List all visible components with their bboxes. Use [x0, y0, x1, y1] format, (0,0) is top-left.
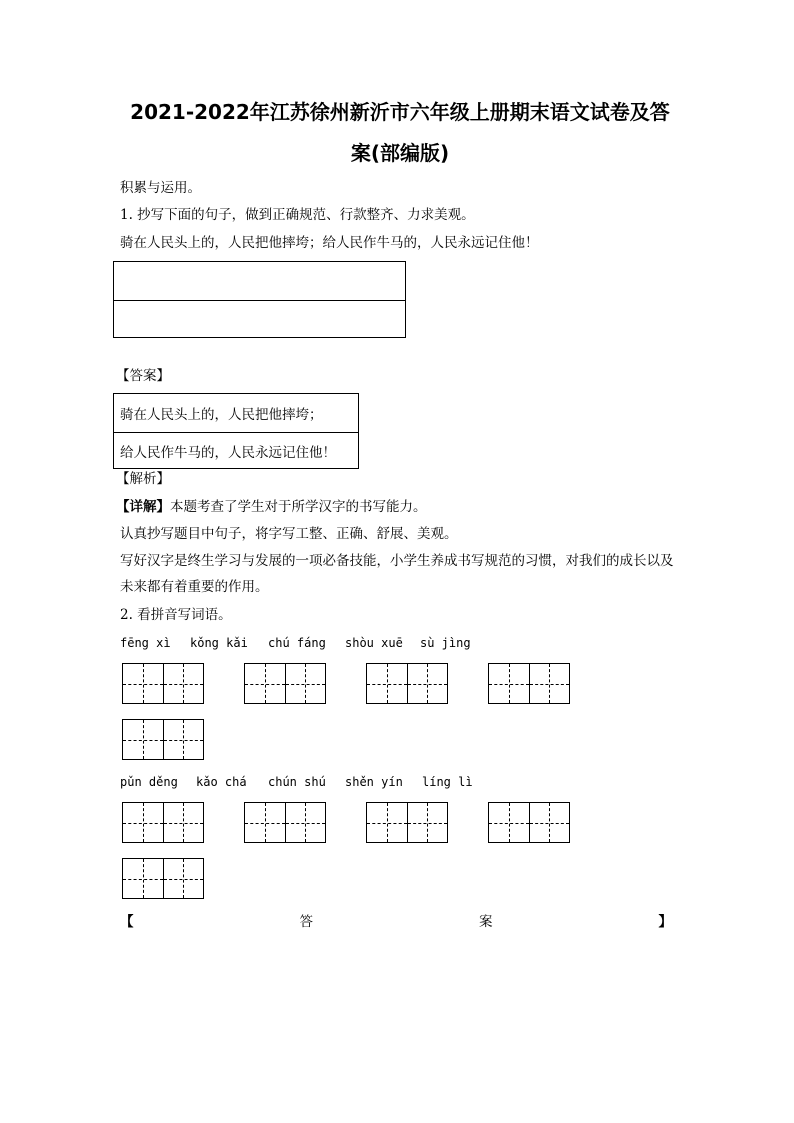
- copy-line-2[interactable]: [114, 300, 405, 338]
- analysis-line-2: 认真抄写题目中句子，将字写工整、正确、舒展、美观。: [120, 526, 458, 542]
- detail-label: 【详解】: [116, 499, 170, 515]
- answer-char-1: 答: [299, 914, 313, 930]
- tianzige-grid[interactable]: [366, 663, 448, 704]
- answer-line-2: 给人民作牛马的，人民永远记住他！: [114, 432, 358, 469]
- tianzige-grid[interactable]: [488, 802, 570, 843]
- question-2-prompt: 2. 看拼音写词语。: [120, 607, 232, 623]
- answer-box: [113, 393, 359, 469]
- pinyin-2-3: chún shú: [268, 775, 326, 789]
- answer-char-2: 案: [479, 914, 493, 930]
- tianzige-grid[interactable]: [122, 663, 204, 704]
- tianzige-grid[interactable]: [122, 719, 204, 760]
- pinyin-2-2: kǎo chá: [196, 775, 247, 789]
- pinyin-2-1: pǔn děng: [120, 775, 178, 789]
- tianzige-grid[interactable]: [244, 802, 326, 843]
- page-title: 2021-2022年江苏徐州新沂市六年级上册期末语文试卷及答: [130, 100, 670, 124]
- tianzige-grid[interactable]: [244, 663, 326, 704]
- copy-writing-box[interactable]: [113, 261, 406, 338]
- analysis-label: 【解析】: [116, 471, 170, 487]
- tianzige-grid[interactable]: [488, 663, 570, 704]
- pinyin-2-5: líng lì: [422, 775, 473, 789]
- question-1-prompt: 1. 抄写下面的句子，做到正确规范、行款整齐、力求美观。: [120, 207, 475, 223]
- detail-line: [116, 497, 427, 517]
- pinyin-1-2: kǒng kǎi: [190, 636, 248, 650]
- pinyin-1-5: sù jìng: [420, 636, 471, 650]
- section-heading: 积累与运用。: [120, 180, 201, 196]
- tianzige-grid[interactable]: [122, 858, 204, 899]
- bracket-close: 】: [658, 914, 672, 930]
- answer-label: 【答案】: [116, 368, 170, 384]
- pinyin-1-3: chú fáng: [268, 636, 326, 650]
- pinyin-1-1: fēng xì: [120, 636, 171, 650]
- page-title-continued: 案(部编版): [350, 141, 450, 165]
- detail-text: 本题考查了学生对于所学汉字的书写能力。: [170, 499, 427, 515]
- copy-line-1[interactable]: [114, 262, 405, 300]
- analysis-line-3: 写好汉字是终生学习与发展的一项必备技能，小学生养成书写规范的习惯，对我们的成长以及未来都有着重要的作用。: [120, 553, 674, 595]
- tianzige-grid[interactable]: [122, 802, 204, 843]
- bracket-open: 【: [120, 914, 134, 930]
- answer-line-1: 骑在人民头上的，人民把他摔垮；: [120, 407, 323, 423]
- question-1-sentence: 骑在人民头上的，人民把他摔垮；给人民作牛马的，人民永远记住他！: [120, 235, 539, 251]
- pinyin-2-4: shěn yín: [345, 775, 403, 789]
- tianzige-grid[interactable]: [366, 802, 448, 843]
- answer-bracket-line: [120, 910, 672, 932]
- pinyin-1-4: shòu xuē: [345, 636, 403, 650]
